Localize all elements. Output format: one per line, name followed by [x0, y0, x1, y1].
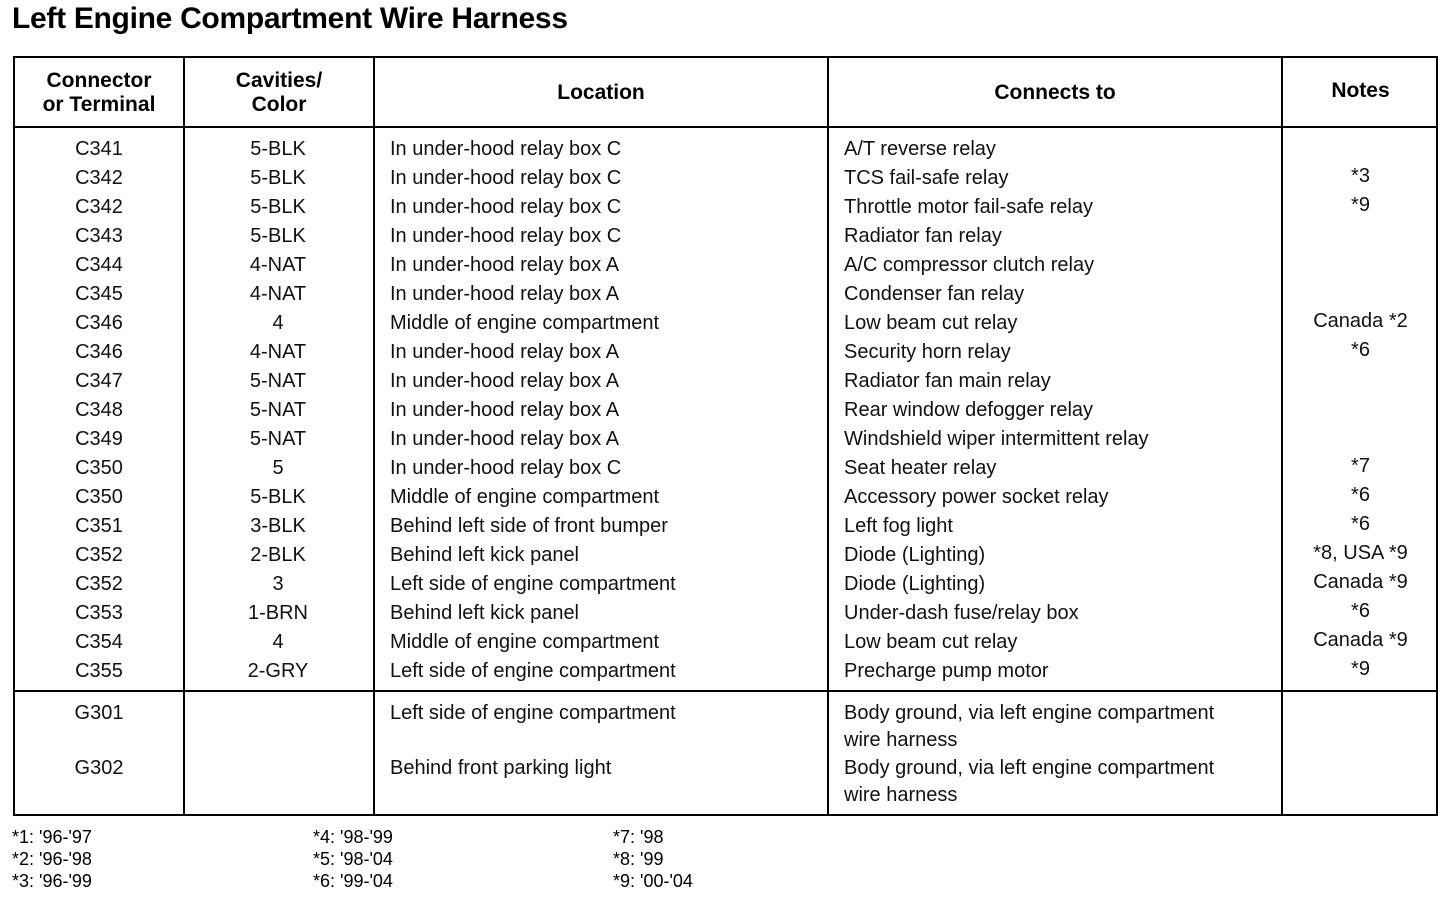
- cell-notes: *6: [1351, 513, 1370, 535]
- cell-connector: C354: [75, 631, 123, 653]
- table-row: [15, 135, 1436, 164]
- table-row: [15, 309, 1436, 338]
- cell-location: Middle of engine compartment: [390, 631, 660, 653]
- cell-notes: Canada *9: [1313, 629, 1408, 651]
- cell-notes: *7: [1351, 455, 1370, 477]
- cell-connects-to: Low beam cut relay: [844, 312, 1018, 334]
- cell-location: In under-hood relay box A: [390, 399, 620, 421]
- cell-connector: C345: [75, 283, 123, 305]
- cell-connects-to: Diode (Lighting): [844, 544, 986, 566]
- cell-notes: *6: [1351, 600, 1370, 622]
- table-row: [15, 512, 1436, 541]
- table-row: [15, 483, 1436, 512]
- cell-connects-to: Radiator fan relay: [844, 225, 1002, 247]
- table-row: [15, 425, 1436, 454]
- cell-cavities: 5-NAT: [249, 399, 307, 421]
- footnote: *5: '98-'04: [313, 849, 393, 869]
- cell-notes: Canada *2: [1313, 310, 1408, 332]
- footnote: *6: '99-'04: [313, 871, 393, 891]
- table-row: [15, 657, 1436, 686]
- cell-cavities: 5-BLK: [250, 486, 306, 508]
- cell-cavities: 2-GRY: [247, 660, 309, 682]
- table-row: [15, 164, 1436, 193]
- cell-location: Middle of engine compartment: [390, 312, 660, 334]
- cell-location: Behind left kick panel: [390, 544, 580, 566]
- cell-connects-to: Under-dash fuse/relay box: [844, 602, 1079, 624]
- cell-cavities: 4-NAT: [249, 283, 307, 305]
- cell-cavities: 3-BLK: [250, 515, 306, 537]
- table-row: [15, 570, 1436, 599]
- table-row: [15, 222, 1436, 251]
- cell-connects-to: Diode (Lighting): [844, 573, 986, 595]
- table-row: [15, 251, 1436, 280]
- cell-connector: C347: [75, 370, 123, 392]
- footnotes-col-3: [613, 826, 693, 892]
- cell-location: In under-hood relay box C: [390, 167, 622, 189]
- cell-connects-to: Radiator fan main relay: [844, 370, 1051, 392]
- cell-location: Middle of engine compartment: [390, 486, 660, 508]
- header-cavities: Cavities/ Color: [235, 69, 323, 116]
- cell-location: In under-hood relay box C: [390, 457, 622, 479]
- cell-connector: C351: [75, 515, 123, 537]
- section-divider: [15, 690, 1436, 692]
- cell-cavities: 4: [272, 631, 284, 653]
- cell-notes: *6: [1351, 339, 1370, 361]
- cell-connects-to: Left fog light: [844, 515, 953, 537]
- cell-notes: *6: [1351, 484, 1370, 506]
- cell-cavities: 4: [272, 312, 284, 334]
- cell-notes: *9: [1351, 658, 1370, 680]
- cell-connects-to: Throttle motor fail-safe relay: [844, 196, 1093, 218]
- table-row: [15, 628, 1436, 657]
- cell-connects-to: A/C compressor clutch relay: [844, 254, 1095, 276]
- ground-row: [15, 755, 1436, 810]
- cell-connects-to: Security horn relay: [844, 341, 1011, 363]
- cell-notes: *8, USA *9: [1313, 542, 1408, 564]
- footnote: *3: '96-'99: [12, 871, 92, 891]
- cell-connector: C353: [75, 602, 123, 624]
- cell-location: Behind left kick panel: [390, 602, 580, 624]
- cell-location: Left side of engine compartment: [390, 660, 676, 682]
- footnotes-col-1: [12, 826, 92, 892]
- cell-cavities: 5-BLK: [250, 138, 306, 160]
- cell-location: In under-hood relay box C: [390, 225, 622, 247]
- cell-connector: C352: [75, 544, 123, 566]
- cell-connector: C355: [75, 660, 123, 682]
- footnotes-col-2: [313, 826, 393, 892]
- table-row: [15, 599, 1436, 628]
- cell-connector: C346: [75, 312, 123, 334]
- cell-connects-to: Condenser fan relay: [844, 283, 1025, 305]
- cell-connects-to: Low beam cut relay: [844, 631, 1018, 653]
- cell-location: In under-hood relay box A: [390, 283, 620, 305]
- cell-location: In under-hood relay box C: [390, 138, 622, 160]
- cell-connector: C349: [75, 428, 123, 450]
- cell-connector: G301: [74, 702, 124, 724]
- cell-location: Left side of engine compartment: [390, 573, 676, 595]
- cell-connector: C344: [75, 254, 123, 276]
- cell-location: Behind front parking light: [390, 757, 612, 779]
- cell-cavities: 5: [272, 457, 284, 479]
- header-location: Location: [557, 81, 645, 104]
- cell-cavities: 2-BLK: [250, 544, 306, 566]
- table-row: [15, 396, 1436, 425]
- cell-connector: G302: [74, 757, 124, 779]
- cell-cavities: 1-BRN: [247, 602, 308, 624]
- cell-location: In under-hood relay box A: [390, 370, 620, 392]
- cell-connects-to: Accessory power socket relay: [844, 486, 1109, 508]
- footnote: *1: '96-'97: [12, 827, 92, 847]
- cell-location: Left side of engine compartment: [390, 702, 676, 724]
- cell-location: Behind left side of front bumper: [390, 515, 668, 537]
- cell-connector: C350: [75, 486, 123, 508]
- cell-cavities: 5-BLK: [250, 167, 306, 189]
- cell-connector: C346: [75, 341, 123, 363]
- cell-location: In under-hood relay box A: [390, 341, 620, 363]
- table-row: [15, 541, 1436, 570]
- footnote: *8: '99: [613, 849, 664, 869]
- cell-notes: Canada *9: [1313, 571, 1408, 593]
- cell-connector: C343: [75, 225, 123, 247]
- table-row: [15, 367, 1436, 396]
- header-connects-to: Connects to: [994, 81, 1116, 104]
- cell-connects-to: Seat heater relay: [844, 457, 997, 479]
- cell-cavities: 5-BLK: [250, 225, 306, 247]
- footnote: *2: '96-'98: [12, 849, 92, 869]
- cell-notes: *3: [1351, 165, 1370, 187]
- cell-connector: C342: [75, 167, 123, 189]
- table-row: [15, 280, 1436, 309]
- cell-connects-to: Body ground, via left engine compartment wire harness: [844, 702, 1215, 751]
- cell-notes: *9: [1351, 194, 1370, 216]
- cell-cavities: 5-BLK: [250, 196, 306, 218]
- ground-row: [15, 700, 1436, 755]
- header-connector: Connector or Terminal: [42, 69, 156, 116]
- cell-connects-to: A/T reverse relay: [844, 138, 996, 160]
- table-row: [15, 193, 1436, 222]
- footnote: *4: '98-'99: [313, 827, 393, 847]
- harness-table: [13, 56, 1438, 816]
- table-row: [15, 338, 1436, 367]
- cell-connector: C352: [75, 573, 123, 595]
- cell-location: In under-hood relay box C: [390, 196, 622, 218]
- cell-connector: C348: [75, 399, 123, 421]
- cell-location: In under-hood relay box A: [390, 254, 620, 276]
- cell-connects-to: Rear window defogger relay: [844, 399, 1094, 421]
- cell-connects-to: Precharge pump motor: [844, 660, 1049, 682]
- ground-rows: [15, 700, 1436, 810]
- cell-cavities: 5-NAT: [249, 370, 307, 392]
- page-title: Left Engine Compartment Wire Harness: [12, 2, 568, 35]
- cell-cavities: 5-NAT: [249, 428, 307, 450]
- cell-connects-to: Windshield wiper intermittent relay: [844, 428, 1149, 450]
- cell-cavities: 4-NAT: [249, 254, 307, 276]
- table-row: [15, 454, 1436, 483]
- cell-connects-to: Body ground, via left engine compartment wire harness: [844, 757, 1215, 806]
- footnote: *9: '00-'04: [613, 871, 693, 891]
- cell-connector: C342: [75, 196, 123, 218]
- cell-connector: C341: [75, 138, 123, 160]
- cell-location: In under-hood relay box A: [390, 428, 620, 450]
- cell-connects-to: TCS fail-safe relay: [844, 167, 1009, 189]
- cell-cavities: 4-NAT: [249, 341, 307, 363]
- cell-connector: C350: [75, 457, 123, 479]
- cell-cavities: 3: [272, 573, 284, 595]
- connector-rows: [15, 135, 1436, 686]
- footnote: *7: '98: [613, 827, 664, 847]
- header-notes: Notes: [1331, 79, 1390, 102]
